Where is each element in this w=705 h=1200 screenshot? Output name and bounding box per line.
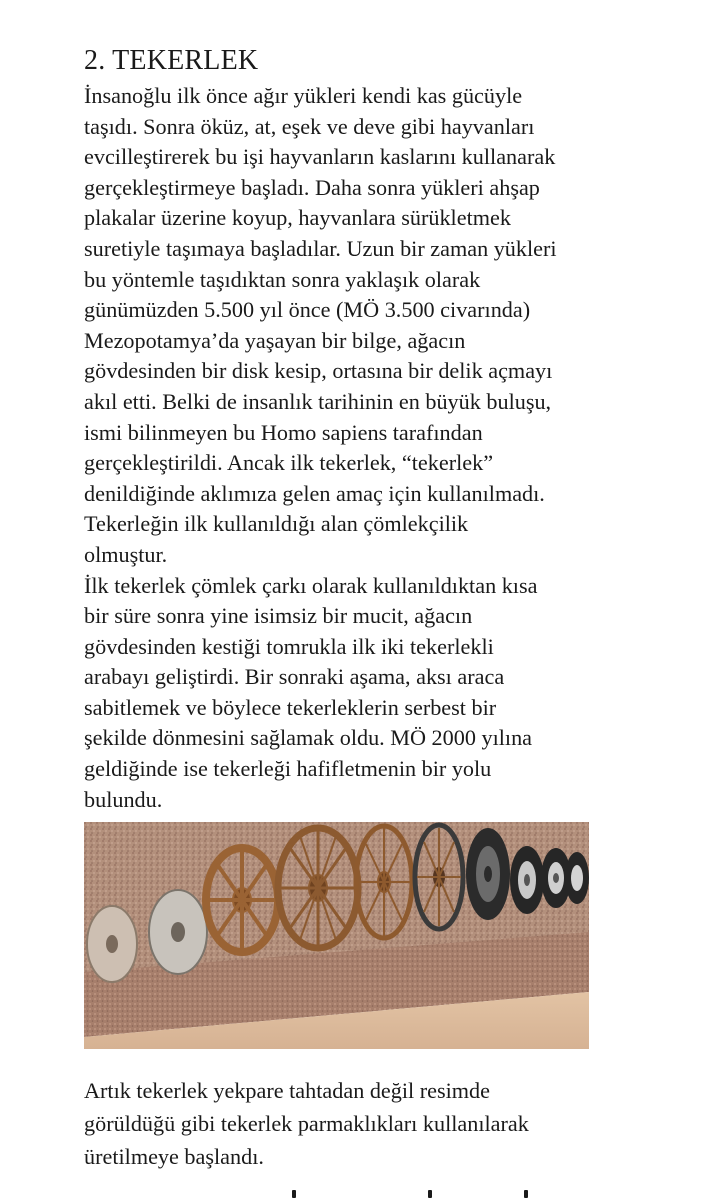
stone-wheel-icon xyxy=(87,906,137,982)
text-line: bulundu. xyxy=(84,786,163,812)
text-line: denildiğinde aklımıza gelen amaç için kullanılmadı. xyxy=(84,480,545,506)
text-line: gerçekleştirmeye başladı. Daha sonra yükleri ahşap xyxy=(84,174,540,200)
text-line: Artık tekerlek yekpare tahtadan değil resimde xyxy=(84,1078,490,1103)
document-page xyxy=(84,44,684,815)
text-line: evcilleştirerek bu işi hayvanların kaslarını kullanarak xyxy=(84,144,556,170)
text-line: Tekerleğin ilk kullanıldığı alan çömlekçilik xyxy=(84,511,469,537)
footer-mark xyxy=(524,1190,528,1198)
text-line: üretilmeye başlandı. xyxy=(84,1144,264,1169)
text-line: plakalar üzerine koyup, hayvanlara sürükletmek xyxy=(84,205,511,231)
tire-icon xyxy=(510,846,544,914)
text-line: İlk tekerlek çömlek çarkı olarak kullanıldıktan kısa xyxy=(84,572,538,598)
tire-icon xyxy=(466,828,510,920)
text-line: bu yöntemle taşıdıktan sonra yaklaşık olarak xyxy=(84,266,481,292)
text-line: gövdesinden kestiği tomrukla ilk iki tekerlekli xyxy=(84,633,494,659)
wooden-wheel-icon xyxy=(356,826,412,938)
text-line: geldiğinde ise tekerleği hafifletmenin bir yolu xyxy=(84,756,492,782)
text-line: gerçekleştirildi. Ancak ilk tekerlek, “tekerlek” xyxy=(84,450,494,476)
text-line: sabitlemek ve böylece tekerleklerin serbest bir xyxy=(84,694,497,720)
text-line: İnsanoğlu ilk önce ağır yükleri kendi kas gücüyle xyxy=(84,83,523,108)
stone-wheel-icon xyxy=(149,890,207,974)
text-line: görüldüğü gibi tekerlek parmaklıkları kullanılarak xyxy=(84,1111,529,1136)
paragraph-2 xyxy=(84,571,684,816)
wheel-evolution-photo xyxy=(84,822,589,1049)
wooden-wheel-icon xyxy=(278,828,358,948)
tire-icon xyxy=(565,852,589,904)
figure-caption xyxy=(84,1074,684,1173)
footer-mark xyxy=(292,1190,296,1198)
text-line: olmuştur. xyxy=(84,541,168,567)
text-line: suretiyle taşımaya başladılar. Uzun bir zaman yükleri xyxy=(84,235,557,261)
footer-mark xyxy=(428,1190,432,1198)
text-line: günümüzden 5.500 yıl önce (MÖ 3.500 civarında) xyxy=(84,297,531,323)
wooden-wheel-icon xyxy=(206,848,278,952)
text-line: arabayı geliştirdi. Bir sonraki aşama, aksı araca xyxy=(84,664,505,690)
page-footer-marks xyxy=(0,1190,705,1200)
paragraph-1 xyxy=(84,81,684,571)
text-line: bir süre sonra yine isimsiz bir mucit, ağacın xyxy=(84,603,473,629)
text-line: şekilde dönmesini sağlamak oldu. MÖ 2000 yılına xyxy=(84,725,533,751)
wooden-wheel-icon xyxy=(415,825,463,929)
text-line: Mezopotamya’da yaşayan bir bilge, ağacın xyxy=(84,327,466,353)
text-line: taşıdı. Sonra öküz, at, eşek ve deve gibi hayvanları xyxy=(84,113,535,139)
text-line: gövdesinden bir disk kesip, ortasına bir delik açmayı xyxy=(84,358,553,384)
section-title: 2. TEKERLEK xyxy=(84,45,259,76)
text-line: ismi bilinmeyen bu Homo sapiens tarafından xyxy=(84,419,483,445)
text-line: akıl etti. Belki de insanlık tarihinin en büyük buluşu, xyxy=(84,388,552,414)
